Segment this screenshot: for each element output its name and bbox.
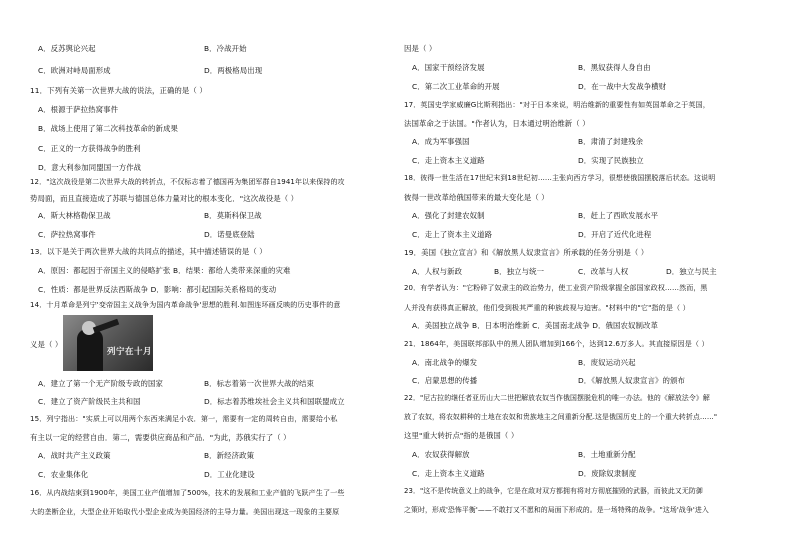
q22-option-d: D．废除奴隶制度 xyxy=(578,469,637,478)
lenin-poster-image xyxy=(63,315,153,371)
q11-option-b: B．战场上使用了第二次科技革命的新成果 xyxy=(38,124,179,133)
q22-option-b: B．土地重新分配 xyxy=(578,450,636,459)
q21-option-d: D．《解放黑人奴隶宣言》的颁布 xyxy=(578,376,685,385)
q16-end: 因是（ ） xyxy=(404,44,437,53)
q18-option-d: D．开启了近代化进程 xyxy=(578,230,652,239)
q17-option-d: D．实现了民族独立 xyxy=(578,156,644,165)
q23-line-2: 之策时，形成'恐怖平衡'——不敢打又不愿和的局面下形成的。是一场特殊的战争。"这场'战争'进入 xyxy=(404,506,709,514)
q14-line-1: 14．十月革命是列宁'变帝国主义战争为国内革命战争'思想的胜利.如图连环画反映的历史事件的意 xyxy=(30,300,341,309)
q11-option-a: A．根源于萨拉热窝事件 xyxy=(38,105,119,114)
q23-line-1: 23．"这不是传统意义上的战争，它是在敌对双方都拥有将对方彻底摧毁的武器，而彼此又无防御 xyxy=(404,487,703,495)
q15-option-c: C．农业集体化 xyxy=(38,470,89,479)
q14-line-2: 义是（ ） xyxy=(30,340,63,349)
q22-line-2: 放了农奴，将农奴耕种的土地在农奴和贵族地主之间重新分配.这是俄国历史上的一个重大转折点……" xyxy=(404,413,718,421)
q21-option-a: A．南北战争的爆发 xyxy=(412,358,478,367)
q19-option-c: C．改革与人权 xyxy=(578,267,629,276)
q12-option-c: C．萨拉热窝事件 xyxy=(38,230,96,239)
q10-option-c: C．欧洲对峙局面形成 xyxy=(38,66,111,75)
q18-option-a: A．强化了封建农奴制 xyxy=(412,211,485,220)
q21-option-b: B．废奴运动兴起 xyxy=(578,358,636,367)
q14-option-c: C．建立了资产阶级民主共和国 xyxy=(38,397,141,406)
q18-line-1: 18．彼得一世生活在17世纪末到18世纪初……主张向西方学习，很想使俄国摆脱落后状态。这说明 xyxy=(404,174,716,182)
q17-option-b: B．肃清了封建残余 xyxy=(578,137,644,146)
q20-line-1: 20．有学者认为："它粉碎了奴隶主的政治势力，使工业资产阶级掌握全部国家政权……然而，黑 xyxy=(404,284,708,292)
q15-line-1: 15．列宁指出："实质上可以用两个东西来满足小农．第一，需要有一定的周转自由，需要给小私 xyxy=(30,414,338,423)
q11-stem: 11．下列有关第一次世界大战的说法，正确的是（ ） xyxy=(30,86,207,95)
q13-option-cd: C．性质：都是世界反法西斯战争 D．影响：都引起国际关系格局的变动 xyxy=(38,285,277,294)
q10-option-d: D．两极格局出现 xyxy=(204,66,263,75)
q13-stem: 13．以下是关于两次世界大战的共同点的描述，其中描述错误的是（ ） xyxy=(30,247,267,256)
q22-line-1: 22．"尼古拉的继任者亚历山大二世把解放农奴当作俄国摆脱危机的唯一办法。他的《解放法令》解 xyxy=(404,394,710,402)
q22-line-3: 这里"重大转折点"指的是俄国（ ） xyxy=(404,431,519,440)
q15-option-b: B．新经济政策 xyxy=(204,451,255,460)
q17-line-2: 法国革命之于法国。"作者认为，日本通过明治维新（ ） xyxy=(404,119,590,128)
q15-option-d: D．工业化建设 xyxy=(204,470,255,479)
q12-option-d: D．诺曼底登陆 xyxy=(204,230,255,239)
q17-option-a: A．成为军事强国 xyxy=(412,137,470,146)
q10-option-a: A．反苏舆论兴起 xyxy=(38,44,96,53)
q16-option-a: A．国家干预经济发展 xyxy=(412,63,485,72)
q21-line-1: 21．1864年，美国联邦部队中的黑人团队增加到166个，达到12.6万多人。其直接原因是（ ） xyxy=(404,339,709,348)
q18-option-b: B．赶上了西欧发展水平 xyxy=(578,211,659,220)
q19-option-d: D．独立与民主 xyxy=(666,267,717,276)
q14-option-b: B．标志着第一次世界大战的结束 xyxy=(204,379,315,388)
q13-option-ab: A．原因：都起因于帝国主义的侵略扩张 B．结果：都给人类带来深重的灾难 xyxy=(38,266,291,275)
q15-line-2: 有主以一定的经营自由．第二，需要供应商品和产品．"为此，苏俄实行了（ ） xyxy=(30,433,291,442)
q16-option-c: C．第二次工业革命的开展 xyxy=(412,82,500,91)
q20-line-2: 人并没有获得真正解放，他们受到极其严重的种族歧视与迫害。"材料中的"它"指的是（ ） xyxy=(404,303,690,312)
poster-figure xyxy=(77,329,103,371)
q12-line-2: 势局面，而且直接造成了苏联与德国总体力量对比的根本变化．"这次战役是（ ） xyxy=(30,194,299,203)
q12-option-b: B．莫斯科保卫战 xyxy=(204,211,262,220)
q22-option-c: C．走上资本主义道路 xyxy=(412,469,485,478)
q14-option-d: D．标志着苏维埃社会主义共和国联盟成立 xyxy=(204,397,345,406)
q19-stem: 19．美国《独立宣言》和《解放黑人奴隶宣言》所承载的任务分别是（ ） xyxy=(404,248,649,257)
q18-line-2: 彼得一世改革给俄国带来的最大变化是（ ） xyxy=(404,193,549,202)
q18-option-c: C．走上了资本主义道路 xyxy=(412,230,493,239)
q17-line-1: 17．英国史学家威廉G比斯利指出："对于日本来说，明治维新的重要性有如英国革命之于英国， xyxy=(404,100,710,109)
q12-line-1: 12．"这次战役是第二次世界大战的转折点，不仅标志着了德国再为集团军群自1941年以来保持的攻 xyxy=(30,178,345,186)
q10-option-b: B．冷战开始 xyxy=(204,44,247,53)
q19-option-a: A．人权与新政 xyxy=(412,267,463,276)
q15-option-a: A．战时共产主义政策 xyxy=(38,451,111,460)
q19-option-b: B．独立与统一 xyxy=(494,267,545,276)
q22-option-a: A．农奴获得解放 xyxy=(412,450,470,459)
q21-option-c: C．启蒙思想的传播 xyxy=(412,376,478,385)
q11-option-c: C．正义的一方获得战争的胜利 xyxy=(38,144,141,153)
q11-option-d: D．意大利参加同盟国一方作战 xyxy=(38,163,142,172)
q16-line-1: 16．从内战结束到1900年，美国工业产值增加了500%，技术的发展和工业产值的飞跃产生了一些 xyxy=(30,488,345,497)
q20-options: A．美国独立战争 B．日本明治维新 C．美国南北战争 D．俄国农奴制改革 xyxy=(412,321,658,330)
poster-caption: 列宁在十月 xyxy=(107,347,153,357)
q16-option-b: B．黑奴获得人身自由 xyxy=(578,63,651,72)
q17-option-c: C．走上资本主义道路 xyxy=(412,156,485,165)
q12-option-a: A．斯大林格勒保卫战 xyxy=(38,211,111,220)
q16-line-2: 大的垄断企业，大型企业开始取代小型企业成为美国经济的主导力量。美国出现这一现象的主要原 xyxy=(30,507,340,516)
q16-option-d: D．在一战中大发战争横财 xyxy=(578,82,667,91)
q14-option-a: A．建立了第一个无产阶级专政的国家 xyxy=(38,379,164,388)
